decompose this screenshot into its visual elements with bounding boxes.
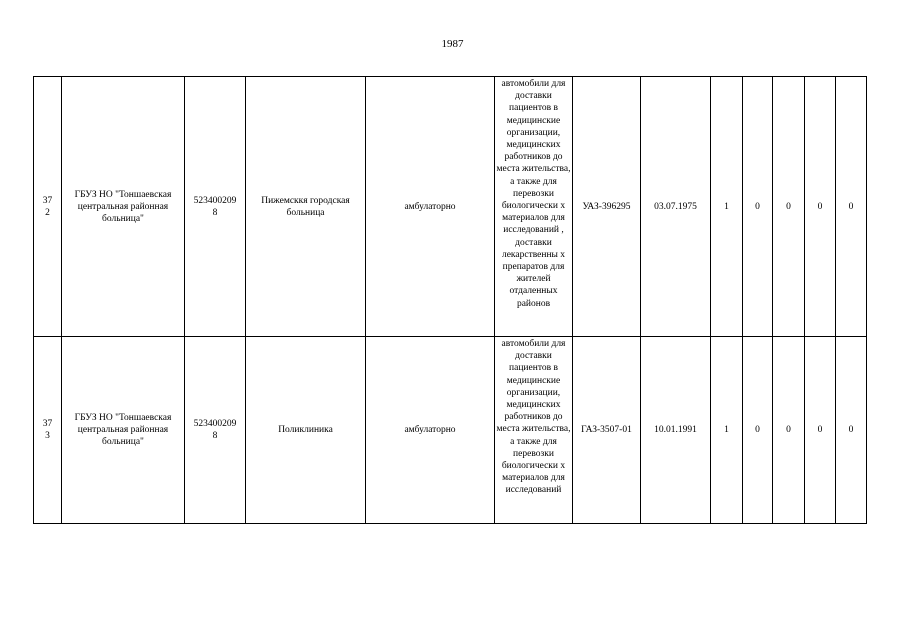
purpose-cell: автомобили для доставки пациентов в медицинские организации, медицинских работников до места жительства, а также для перевозки биологически х материалов для исследований (495, 337, 573, 524)
purpose-cell: автомобили для доставки пациентов в медицинские организации, медицинских работников до места жительства, а также для перевозки биологически х материалов для исследований , доставки лекарственны х препаратов для жителей отдаленных районов (495, 77, 573, 337)
count-cell-1: 1 (711, 337, 743, 524)
vehicle-registry-table (33, 76, 867, 524)
organization-cell: ГБУЗ НО "Тоншаевская центральная районная больница" (62, 77, 185, 337)
count-cell-3: 0 (773, 77, 805, 337)
page-number: 1987 (441, 38, 464, 50)
inn-cell: 523400209 8 (185, 337, 246, 524)
count-cell-3: 0 (773, 337, 805, 524)
count-cell-1: 1 (711, 77, 743, 337)
count-cell-2: 0 (743, 77, 773, 337)
count-cell-5: 0 (836, 77, 867, 337)
subdivision-cell: Пижемсккя городская больница (246, 77, 366, 337)
date-cell: 10.01.1991 (641, 337, 711, 524)
table-row (34, 337, 867, 524)
table-row (34, 77, 867, 337)
row-number-cell: 37 3 (34, 337, 62, 524)
count-cell-5: 0 (836, 337, 867, 524)
inn-cell: 523400209 8 (185, 77, 246, 337)
count-cell-4: 0 (805, 77, 836, 337)
care-form-cell: амбулаторно (366, 337, 495, 524)
count-cell-4: 0 (805, 337, 836, 524)
count-cell-2: 0 (743, 337, 773, 524)
organization-cell: ГБУЗ НО "Тоншаевская центральная районная больница" (62, 337, 185, 524)
care-form-cell: амбулаторно (366, 77, 495, 337)
date-cell: 03.07.1975 (641, 77, 711, 337)
row-number-cell: 37 2 (34, 77, 62, 337)
vehicle-model-cell: УАЗ-396295 (573, 77, 641, 337)
vehicle-model-cell: ГАЗ-3507-01 (573, 337, 641, 524)
subdivision-cell: Поликлиника (246, 337, 366, 524)
